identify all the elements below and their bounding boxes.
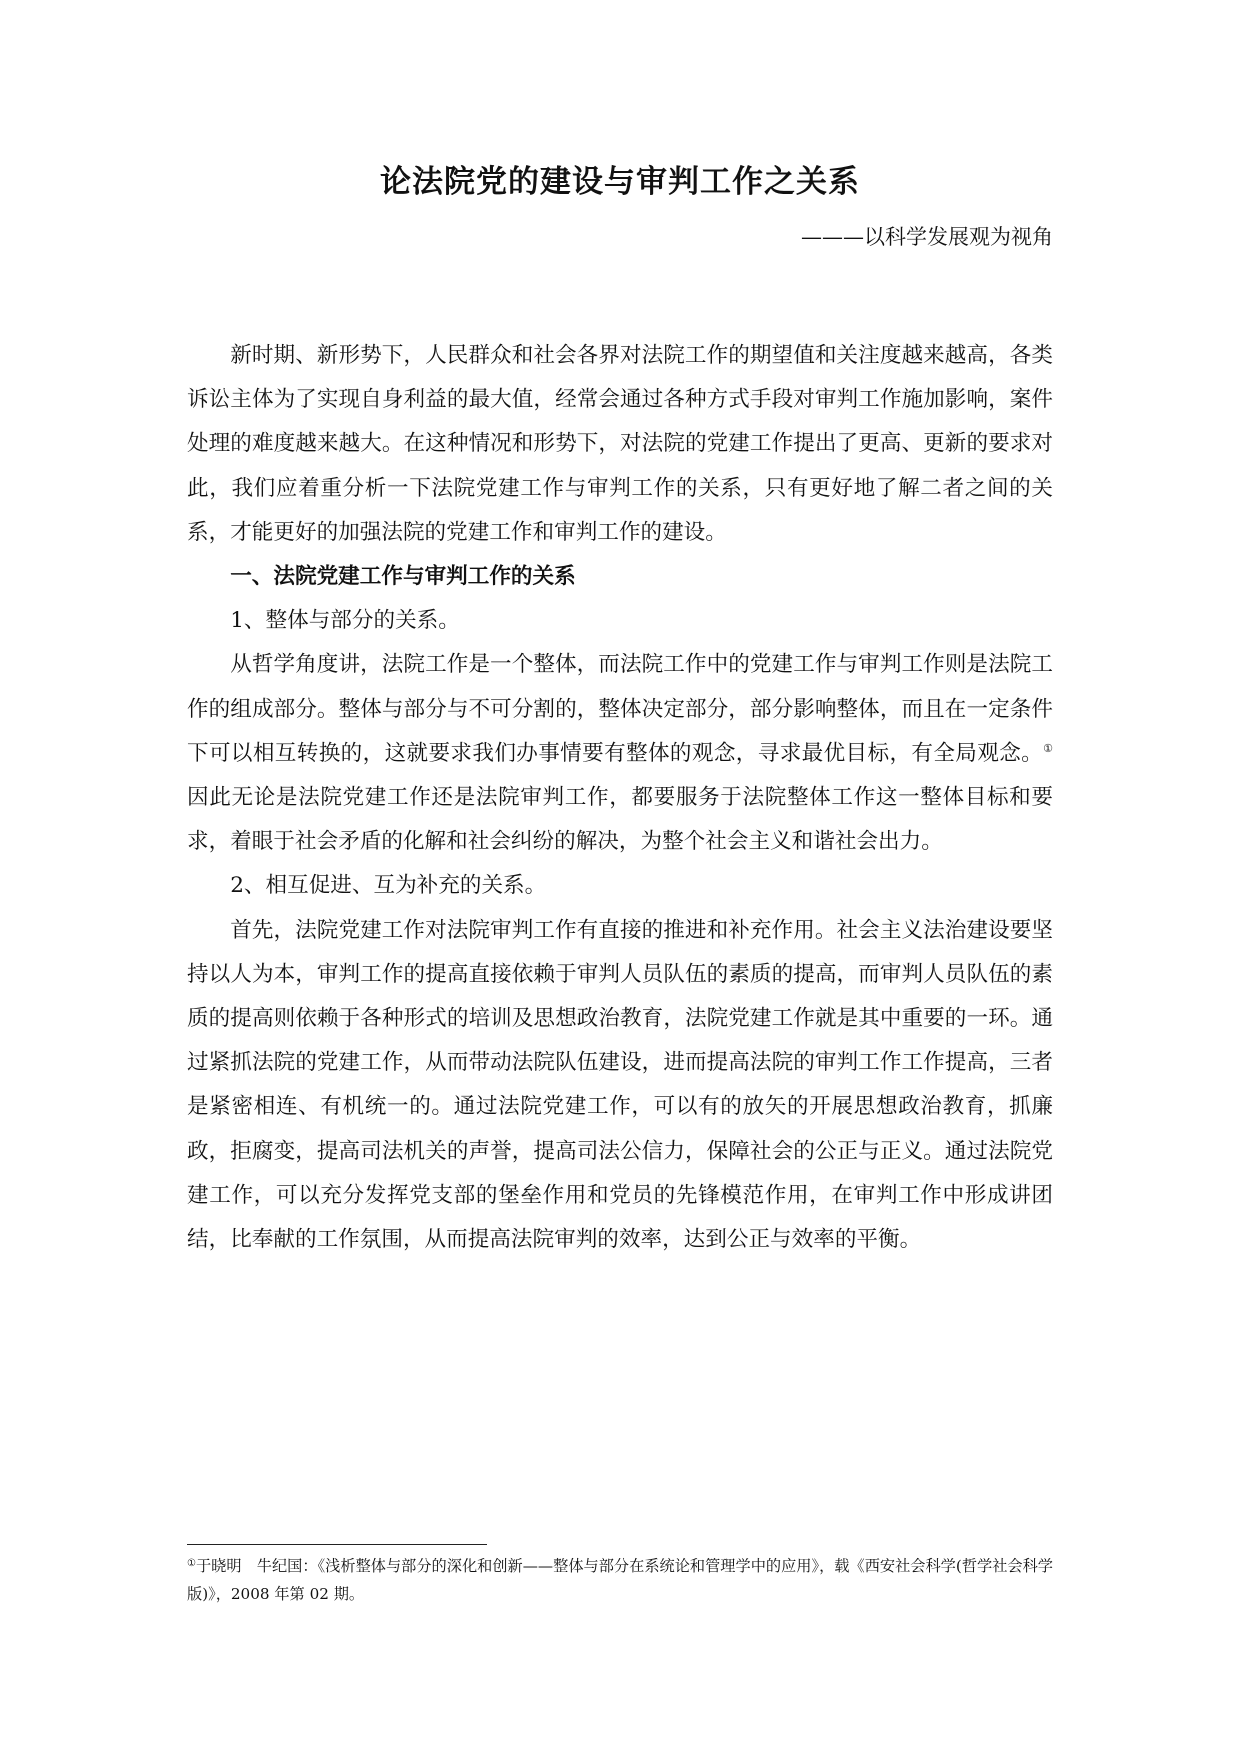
document-title: 论法院党的建设与审判工作之关系 xyxy=(380,164,860,200)
paragraph-whole-part xyxy=(187,643,1053,864)
footnote-text: 于晓明 牛纪国：《浅析整体与部分的深化和创新——整体与部分在系统论和管理学中的应用》，载《西安社会科学(哲学社会科学版)》，2008 年第 02 期。 xyxy=(187,1557,1053,1603)
paragraph-text-after-note: 因此无论是法院党建工作还是法院审判工作，都要服务于法院整体工作这一整体目标和要求，着眼于社会矛盾的化解和社会纠纷的解决，为整个社会主义和谐社会出力。 xyxy=(187,785,1053,855)
paragraph-text-before-note: 从哲学角度讲，法院工作是一个整体，而法院工作中的党建工作与审判工作则是法院工作的组成部分。整体与部分与不可分割的，整体决定部分，部分影响整体，而且在一定条件下可以相互转换的，这就要求我们办事情要有整体的观念，寻求最优目标，有全局观念。 xyxy=(187,652,1053,766)
paragraph-intro: 新时期、新形势下，人民群众和社会各界对法院工作的期望值和关注度越来越高，各类诉讼主体为了实现自身利益的最大值，经常会通过各种方式手段对审判工作施加影响，案件处理的难度越来越大。在这种情况和形势下，对法院的党建工作提出了更高、更新的要求对此，我们应着重分析一下法院党建工作与审判工作的关系，只有更好地了解二者之间的关系，才能更好的加强法院的党建工作和审判工作的建设。 xyxy=(187,343,1053,545)
subsection-heading-1: 1、整体与部分的关系。 xyxy=(230,608,460,634)
footnote xyxy=(187,1552,1053,1608)
paragraph-mutual-promotion: 首先，法院党建工作对法院审判工作有直接的推进和补充作用。社会主义法治建设要坚持以人为本，审判工作的提高直接依赖于审判人员队伍的素质的提高，而审判人员队伍的素质的提高则依赖于各种形式的培训及思想政治教育，法院党建工作就是其中重要的一环。通过紧抓法院的党建工作，从而带动法院队伍建设，进而提高法院的审判工作工作提高，三者是紧密相连、有机统一的。通过法院党建工作，可以有的放矢的开展思想政治教育，抓廉政，拒腐变，提高司法机关的声誉，提高司法公信力，保障社会的公正与正义。通过法院党建工作，可以充分发挥党支部的堡垒作用和党员的先锋模范作用，在审判工作中形成讲团结，比奉献的工作氛围，从而提高法院审判的效率，达到公正与效率的平衡。 xyxy=(187,917,1053,1253)
footnote-mark: ① xyxy=(187,1558,196,1569)
footnote-separator xyxy=(187,1544,487,1545)
document-body xyxy=(187,334,1053,1262)
footnote-reference[interactable]: ① xyxy=(1043,741,1053,755)
document-subtitle: ———以科学发展观为视角 xyxy=(801,225,1053,249)
section-heading-1: 一、法院党建工作与审判工作的关系 xyxy=(230,564,576,590)
subsection-heading-2: 2、相互促进、互为补充的关系。 xyxy=(230,873,547,899)
